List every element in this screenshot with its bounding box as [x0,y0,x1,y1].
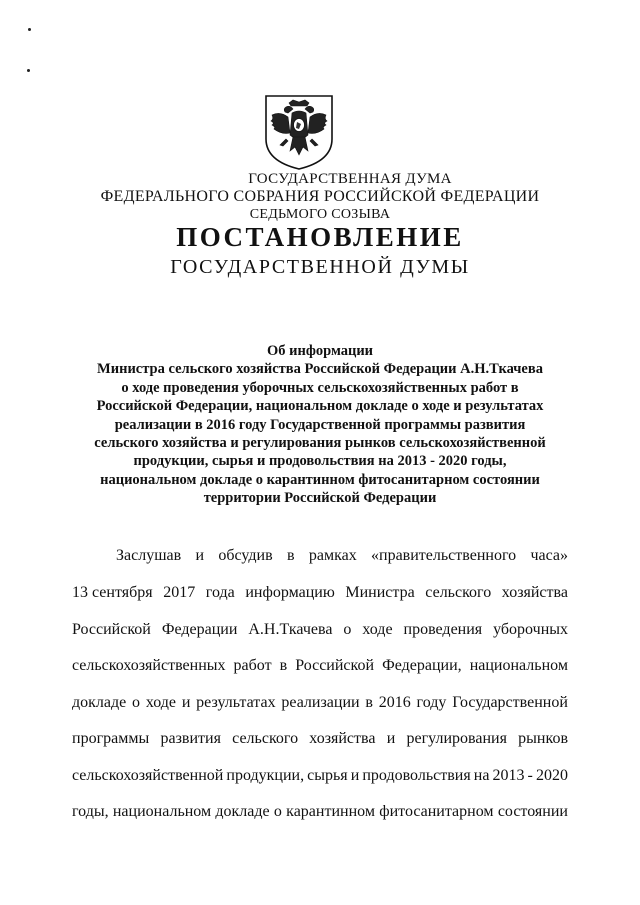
body-word: сельского [425,584,492,601]
body-word: и [386,730,396,747]
body-word: развития [160,730,221,747]
body-word: сырья [307,767,348,784]
body-word: 2016 [378,694,411,711]
body-word: 2020 [535,767,568,784]
body-word: в [365,694,373,711]
subject-line: территории Российской Федерации [203,490,437,507]
document-title: ПОСТАНОВЛЕНИЕ [176,222,464,252]
body-line [72,656,568,676]
body-line [72,729,568,749]
body-word: Федерации [161,621,238,638]
body-word: рынков [518,730,568,747]
body-word: и [181,694,191,711]
body-word: 13 сентября [72,584,153,601]
body-word: 2017 [163,584,196,601]
body-word: рамках [308,547,357,564]
body-line [72,802,568,822]
body-word: о [273,803,282,820]
body-word: сельского [232,730,299,747]
body-line [72,693,568,713]
body-word: Государственной [452,694,568,711]
scan-speck [27,69,30,72]
body-word: проведения [403,621,483,638]
body-word: году [416,694,447,711]
body-word: продовольствия [362,767,471,784]
body-word: фитосанитарном [379,803,494,820]
body-word: - [527,767,533,784]
body-word: реализации [281,694,360,711]
coat-of-arms-emblem [262,93,336,171]
body-word: Федерации, [382,657,462,674]
body-word: в [279,657,288,674]
body-line [72,583,568,603]
body-word: национальном [112,803,212,820]
header-line-federal-assembly: ФЕДЕРАЛЬНОГО СОБРАНИЯ РОССИЙСКОЙ ФЕДЕРАЦИИ [100,188,540,205]
body-word: Российской [295,657,375,674]
body-word: А.Н.Ткачева [248,621,333,638]
header-line-duma: ГОСУДАРСТВЕННАЯ ДУМА [248,171,452,187]
body-word: 2013 [492,767,525,784]
body-word: информацию [245,584,335,601]
body-word: о [343,621,352,638]
subject-line: Министра сельского хозяйства Российской Федерации А.Н.Ткачева [97,361,543,378]
body-line [72,620,568,640]
document-subtitle: ГОСУДАРСТВЕННОЙ ДУМЫ [170,256,470,278]
subject-line: сельского хозяйства и регулирования рынков сельскохозяйственной [94,435,546,452]
body-word: часа» [530,547,568,564]
body-word: годы, [72,803,109,820]
body-word: в [286,547,295,564]
body-word: года [205,584,235,601]
subject-line: Российской Федерации, национальном докладе о ходе и результатах [96,398,544,415]
body-word: на [473,767,490,784]
body-word: обсудив [218,547,273,564]
body-word: ходе [145,694,177,711]
body-word: сельскохозяйственных [72,657,226,674]
body-word: национальном [469,657,568,674]
resolution-subject [60,342,580,508]
body-word: результатах [196,694,276,711]
subject-line: национальном докладе о карантинном фитосанитарном состоянии [100,471,540,488]
body-word: «правительственного [371,547,517,564]
body-word: карантинном [286,803,375,820]
header-line-convocation: СЕДЬМОГО СОЗЫВА [249,207,391,222]
body-word: докладе [215,803,270,820]
body-line [72,766,568,786]
resolution-body [72,546,568,846]
body-word: хозяйства [309,730,376,747]
subject-line: продукции, сырья и продовольствия на 2013 - 2020 годы, [133,453,507,470]
body-word: программы [72,730,150,747]
subject-line: реализации в 2016 году Государственной программы развития [114,416,526,433]
body-word: регулирования [406,730,507,747]
body-word: сельскохозяйственной [72,767,224,784]
body-word: продукции, [226,767,305,784]
body-word: о [132,694,141,711]
body-word: уборочных [493,621,568,638]
body-word: Министра [345,584,415,601]
body-word: состоянии [497,803,568,820]
body-word: ходе [362,621,393,638]
subject-line: о ходе проведения уборочных сельскохозяйственных работ в [121,379,519,396]
body-word: докладе [72,694,127,711]
body-word: хозяйства [501,584,568,601]
body-word: и [195,547,205,564]
body-word: и [350,767,360,784]
body-word: Российской [72,621,151,638]
body-word: работ [233,657,272,674]
body-line [116,546,568,566]
body-word: Заслушав [116,547,182,564]
subject-line: Об информации [266,343,374,359]
scan-speck [28,28,31,31]
